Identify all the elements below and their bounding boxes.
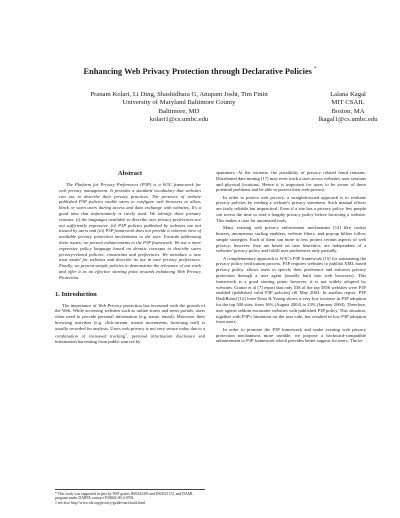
footnote-funding: * This work was supported in part by NSF grants IIS0242403 and IIS0325172, and DAML program under DARPA contract F30602-00-2-0591. [55, 491, 194, 501]
body-paragraph: In order to promote the P3P framework and make existing web privacy protection mechanisms more useable, we propose a backward-compatible enhancement to P3P framework which provides better support for users. The in- [216, 326, 366, 344]
author-block-mit [306, 91, 390, 125]
title-footnote-mark: * [314, 67, 317, 72]
intro-paragraph [55, 303, 205, 345]
author-names: Lalana Kagal [330, 91, 366, 98]
author-email: kolari1@cs.umbc.edu [149, 116, 209, 124]
author-names: Pranam Kolari, Li Ding, Shashidhara G, Anupam Joshi, Tim Finin [90, 91, 268, 98]
author-location: Baltimore, MD [158, 107, 200, 115]
paper-title [0, 65, 400, 77]
author-affiliation: University of Maryland Baltimore County [122, 99, 236, 107]
intro-text-c: , personal information disclosure and information harvesting from public sources by [55, 333, 205, 344]
author-email: lkagal1@cs.umbc.edu [318, 116, 378, 124]
footnote-ref: 1 [125, 331, 127, 336]
abstract-text: The Platform for Privacy Preferences (P3P) is a W3C framework for web privacy management. It provides a standard vocabulary that websites can use to describe their privacy practices. The presence of website published P3P policies enable users to configure web browsers to allow, block or warn users during access and data exchange with websites. It's a good idea that unfortunately is rarely used. We identify three primary reasons: (i) the languages available to describe user privacy preferences are not sufficiently expressive, (ii) P3P policies published by websites are not trusted by users and (iii) P3P framework does not provide a coherent view of available privacy protection mechanisms to the user. Towards addressing these issues; we present enhancements to the P3P framework. We use a more expressive policy language based on deontic concepts to describe users privacy-related policies, constraints and preferences. We introduce a new trust model for websites and describe its use in user privacy preferences. Finally, we present sample policies to demonstrate the relevance of our work and offer it as an effective starting point towards enhancing Web Privacy Protection. [59, 182, 201, 280]
body-paragraph: In order to protect web privacy, a straightforward approach is to evaluate privacy policies by reading a website's privacy statement. Such manual efforts are fairly reliable but impractical. Even if a site has a privacy policy few people can invest the time to read a lengthy privacy policy before browsing a website. This makes a case for automated tools. [216, 194, 366, 223]
left-column [55, 170, 205, 346]
footnote-url: 1 see also http://www.cdt.org/privacy/guide/start/track.html [55, 500, 146, 505]
abstract-heading: Abstract [117, 170, 143, 177]
paper-title-text: Enhancing Web Privacy Protection through Declarative Policies [83, 66, 312, 76]
body-paragraph: A complementary approach is W3C's P3P framework [15] for automating the privacy policy verification process. P3P requires websites to publish XML based privacy policy, allows users to specify their preference and enforces privacy protection through a user agent (usually built into web browsers). This framework is a good starting point; however, it is not widely adopted by websites. Cranor et al [7] report that only 538 of the top 5856 websites were P3P enabled (published valid P3P policies) till May 2003. In another report, P3P DashBoard [12] from Ernst & Young shows a very low increase in P3P adoption for the top 500 sites, from 16% (August 2002) to 23% (January 2004). Therefore, user agents seldom encounter websites with published P3P policy. This situation, together with P3P's limitation on the user side, has resulted in low P3P adoption from users. [216, 255, 366, 325]
section-heading-introduction: 1. Introduction [55, 290, 97, 298]
footnotes [55, 489, 205, 505]
author-location: Boston, MA [331, 107, 365, 115]
intro-emphasis: Web Privacy [98, 302, 122, 308]
body-paragraph: Many existing web privacy enforcement mechanisms [14] like cookie busters, anonymous surfing enablers, website filters, and pop-up killers follow simple strategies. Each of them can more or less protect certain aspects of web privacy; however, they are based on user heuristics, are independent of a websites' privacy policy and fulfill user preferences only partially. [216, 225, 366, 254]
author-block-umbc [84, 91, 274, 125]
body-paragraph: spammers. At the extreme, the possibility of privacy related fraud remains. Distributed data mining [17] may even track a user across websites, user sessions and physical locations. Hence it is important for users to be aware of these potential problems and be able to protect their web privacy. [216, 170, 366, 193]
author-affiliation: MIT CSAIL [331, 99, 365, 107]
intro-text-a: The importance of [62, 302, 99, 308]
right-column [216, 170, 366, 346]
intro-text-b: protection has increased with the growth of the Web. While accessing websites such as online stores and news portals, users often need to provide personal information (e.g. name, email). Moreover their browsing activities (e.g. click-stream, mouse movements, browsing trail) is usually recorded for analysis. Users web privacy is not very secure today due to a combination of increased tracking [55, 302, 206, 339]
